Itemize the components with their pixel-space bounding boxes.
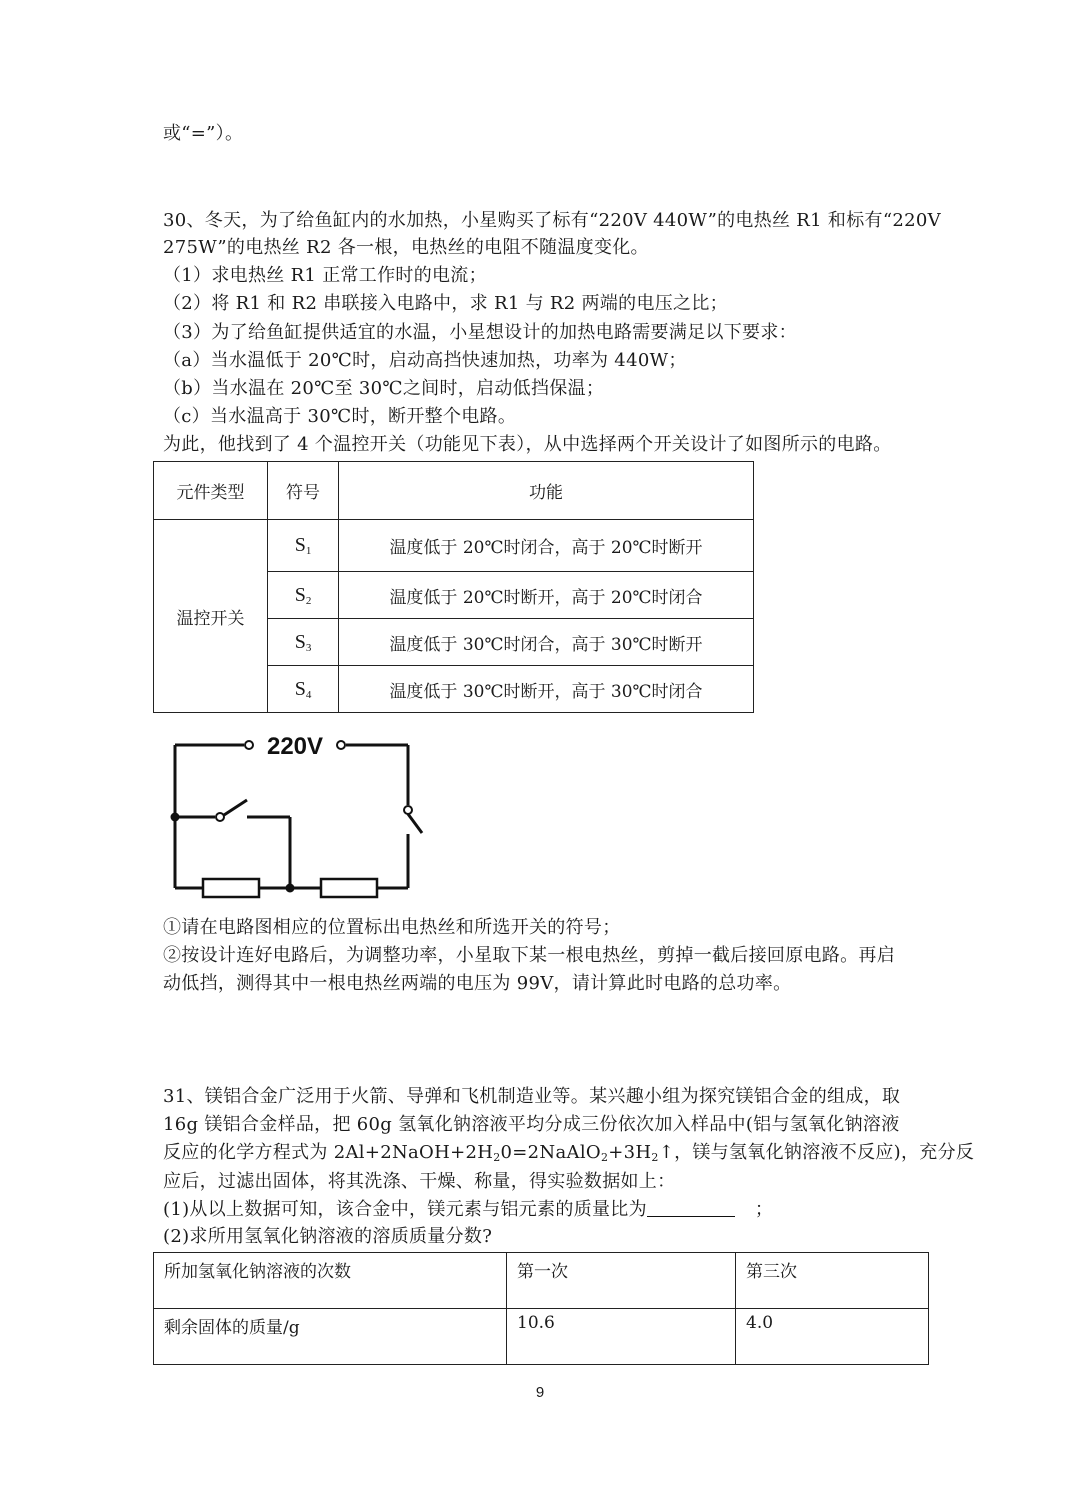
q31-stem-line3: 反应的化学方程式为 $2Al+2NaOH+2H_20=2NaAlO_2+3H_2↑$，镁与氢氧化钠溶液不反应)，充分反: [163, 1142, 975, 1164]
switch-mid-blade: [224, 800, 247, 815]
switch-mid-pivot: [216, 813, 224, 821]
switch-table: [153, 461, 754, 713]
switch-symbol: $S_2$: [268, 572, 339, 619]
q31-stem-line2: 16g 镁铝合金样品，把 60g 氢氧化钠溶液平均分成三份依次加入样品中(铝与氢氧化钠溶液: [163, 1114, 900, 1135]
q30-part2: （2）将 R1 和 R2 串联接入电路中，求 R1 与 R2 两端的电压之比；: [163, 293, 728, 314]
header-type: 元件类型: [154, 462, 268, 520]
q30-req-b: （b）当水温在 20℃至 30℃之间时，启动低挡保温；: [163, 378, 605, 399]
q31-part1: (1)从以上数据可知，该合金中，镁元素与铝元素的质量比为 ；: [163, 1199, 774, 1220]
q30-instruction2-line1: ②按设计连好电路后，为调整功率，小星取下某一根电热丝，剪掉一截后接回原电路。再启: [163, 945, 895, 966]
q30-req-c: （c）当水温高于 30℃时，断开整个电路。: [163, 406, 517, 427]
data-table: [153, 1252, 929, 1365]
mass-third: 4.0: [736, 1309, 929, 1365]
switch-symbol: $S_1$: [268, 520, 339, 572]
q30-stem-line2: 275W”的电热丝 R2 各一根，电热丝的电阻不随温度变化。: [163, 237, 649, 258]
header-function: 功能: [339, 462, 754, 520]
terminal-right: [337, 741, 345, 749]
q30-part1: （1）求电热丝 R1 正常工作时的电流；: [163, 265, 487, 286]
resistor-left: [203, 879, 259, 897]
row-label-mass: 剩余固体的质量/g: [154, 1309, 507, 1365]
q30-stem-line1: 30、冬天，为了给鱼缸内的水加热，小星购买了标有“220V 440W”的电热丝 R1 和标有“220V: [163, 210, 941, 231]
switch-symbol: $S_4$: [268, 666, 339, 713]
col-first: 第一次: [507, 1253, 736, 1309]
terminal-left: [245, 741, 253, 749]
q31-part2: (2)求所用氢氧化钠溶液的溶质质量分数?: [163, 1226, 493, 1247]
switch-function: 温度低于 20℃时闭合，高于 20℃时断开: [339, 520, 754, 572]
switch-function: 温度低于 30℃时闭合，高于 30℃时断开: [339, 619, 754, 666]
switch-function: 温度低于 30℃时断开，高于 30℃时闭合: [339, 666, 754, 713]
junction-node-left: [171, 813, 180, 822]
junction-node-bottom: [286, 884, 295, 893]
q31-stem-line1: 31、镁铝合金广泛用于火箭、导弹和飞机制造业等。某兴趣小组为探究镁铝合金的组成，取: [163, 1086, 901, 1107]
row-label-trials: 所加氢氧化钠溶液的次数: [154, 1253, 507, 1309]
mass-first: 10.6: [507, 1309, 736, 1365]
intro-tail: 或“=”）。: [163, 123, 244, 144]
q30-req-a: （a）当水温低于 20℃时，启动高挡快速加热，功率为 440W；: [163, 350, 687, 371]
q31-stem-line4: 应后，过滤出固体，将其洗涤、干燥、称量，得实验数据如上：: [163, 1171, 676, 1192]
q30-lead: 为此，他找到了 4 个温控开关（功能见下表），从中选择两个开关设计了如图所示的电路。: [163, 434, 892, 455]
component-type: 温控开关: [154, 520, 268, 713]
q30-part3: （3）为了给鱼缸提供适宜的水温，小星想设计的加热电路需要满足以下要求：: [163, 322, 797, 343]
resistor-right: [321, 879, 377, 897]
voltage-label: 220V: [266, 733, 324, 760]
q30-instruction1: ①请在电路图相应的位置标出电热丝和所选开关的符号；: [163, 917, 621, 938]
switch-right-blade: [408, 814, 422, 833]
col-third: 第三次: [736, 1253, 929, 1309]
switch-function: 温度低于 20℃时断开，高于 20℃时闭合: [339, 572, 754, 619]
header-symbol: 符号: [268, 462, 339, 520]
switch-right-pivot: [404, 806, 412, 814]
circuit-diagram: [165, 730, 425, 900]
page-number: 9: [535, 1384, 545, 1401]
answer-blank[interactable]: [647, 1198, 735, 1217]
switch-symbol: $S_3$: [268, 619, 339, 666]
q30-instruction2-line2: 动低挡，测得其中一根电热丝两端的电压为 99V，请计算此时电路的总功率。: [163, 973, 792, 994]
